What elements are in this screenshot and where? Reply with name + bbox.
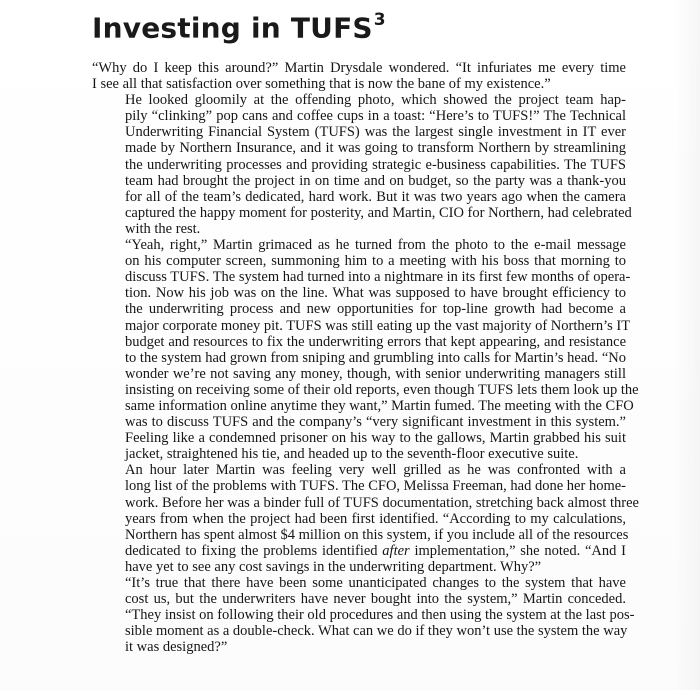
text-line: captured the happy moment for posterity, and Martin, CIO for Northern, had celebrated [125,204,632,221]
text-line: same information online anytime they want,” Martin fumed. The meeting with the CFO [125,397,634,414]
text-line: dedicated to fixing the problems identified after implementation,” she noted. “And I [125,542,626,559]
text-line: An hour later Martin was feeling very well grilled as he was confronted with a [125,462,626,479]
text-line: Feeling like a condemned prisoner on his way to the gallows, Martin grabbed his suit [125,430,626,447]
text-line: was to discuss TUFS and the company’s “very significant investment in this system.” [125,414,626,431]
text-line: it was designed?” [125,639,228,656]
text-line: the underwriting process and new opportunities for top-line growth had become a [125,301,626,318]
text-line: discuss TUFS. The system had turned into a nightmare in its first few months of opera- [125,269,631,286]
text-line: “They insist on following their old procedures and then using the system at the last pos- [125,607,635,624]
text-line: tion. Now his job was on the line. What was supposed to have brought efficiency to [125,285,626,302]
text-line: Northern has spent almost $4 million on this system, if you include all of the resources [125,526,629,543]
text-line: jacket, straightened his tie, and headed up to the seventh-floor executive suite. [125,446,579,463]
text-line: Underwriting Financial System (TUFS) was the largest single investment in IT ever [125,124,626,141]
case-study-text [92,60,639,656]
text-line: with the rest. [125,220,201,237]
text-line: made by Northern Insurance, and it was going to transform Northern by streamlining [125,140,626,157]
text-line: “Yeah, right,” Martin grimaced as he turned from the photo to the e-mail message [125,237,626,254]
text-line: cost us, but the underwriters have never bought into the system,” Martin conceded. [125,591,626,608]
text-line: insisting on receiving some of their old reports, even though TUFS lets them look up the [125,381,639,398]
text-line: He looked gloomily at the offending photo, which showed the project team hap- [125,92,626,109]
text-line: pily “clinking” pop cans and coffee cups in a toast: “Here’s to TUFS!” The Technical [125,108,626,125]
text-line: have yet to see any cost savings in the underwriting department. Why?” [125,558,542,575]
text-line: the underwriting processes and providing strategic e-business capabilities. The TUFS [125,156,626,173]
text-line: to the system had grown from sniping and grumbling into calls for Martin’s head. “No [125,349,626,366]
text-line: on his computer screen, summoning him to a meeting with his boss that morning to [125,253,626,270]
text-line: long list of the problems with TUFS. The CFO, Melissa Freeman, had done her home- [125,478,626,495]
paragraph [92,462,639,575]
text-line: for all of the team’s dedicated, hard work. But it was two years ago when the camera [125,188,626,205]
text-line: “Why do I keep this around?” Martin Drysdale wondered. “It infuriates me every time [92,60,626,76]
text-line: budget and resources to fix the underwriting errors that kept appearing, and resistance [125,333,626,350]
text-line: sible moment as a double-check. What can we do if they won’t use the system the way [125,623,628,640]
text-line: years from when the project had been first identified. “According to my calculations, [125,510,626,527]
paragraph [92,60,626,92]
page-edge-shadow [674,0,700,690]
text-line: major corporate money pit. TUFS was still eating up the vast majority of Northern’s IT [125,317,631,334]
page-title [92,0,386,50]
text-line: team had brought the project in on time and on budget, so the party was a thank-you [125,172,626,189]
text-line: work. Before her was a binder full of TUFS documentation, stretching back almost three [125,494,639,511]
emphasis: after [382,542,410,559]
text-line: I see all that satisfaction over something that is now the bane of my existence.” [92,76,551,93]
footnote-superscript: 3 [373,10,386,30]
title-text: Investing in TUFS [92,11,373,45]
text-line: wonder we’re not saving any money, though, with senior underwriting managers still [125,365,626,382]
paragraph [92,575,635,656]
paragraph [92,237,639,463]
paragraph [92,92,632,237]
text-line: “It’s true that there have been some unanticipated changes to the system that have [125,575,626,591]
